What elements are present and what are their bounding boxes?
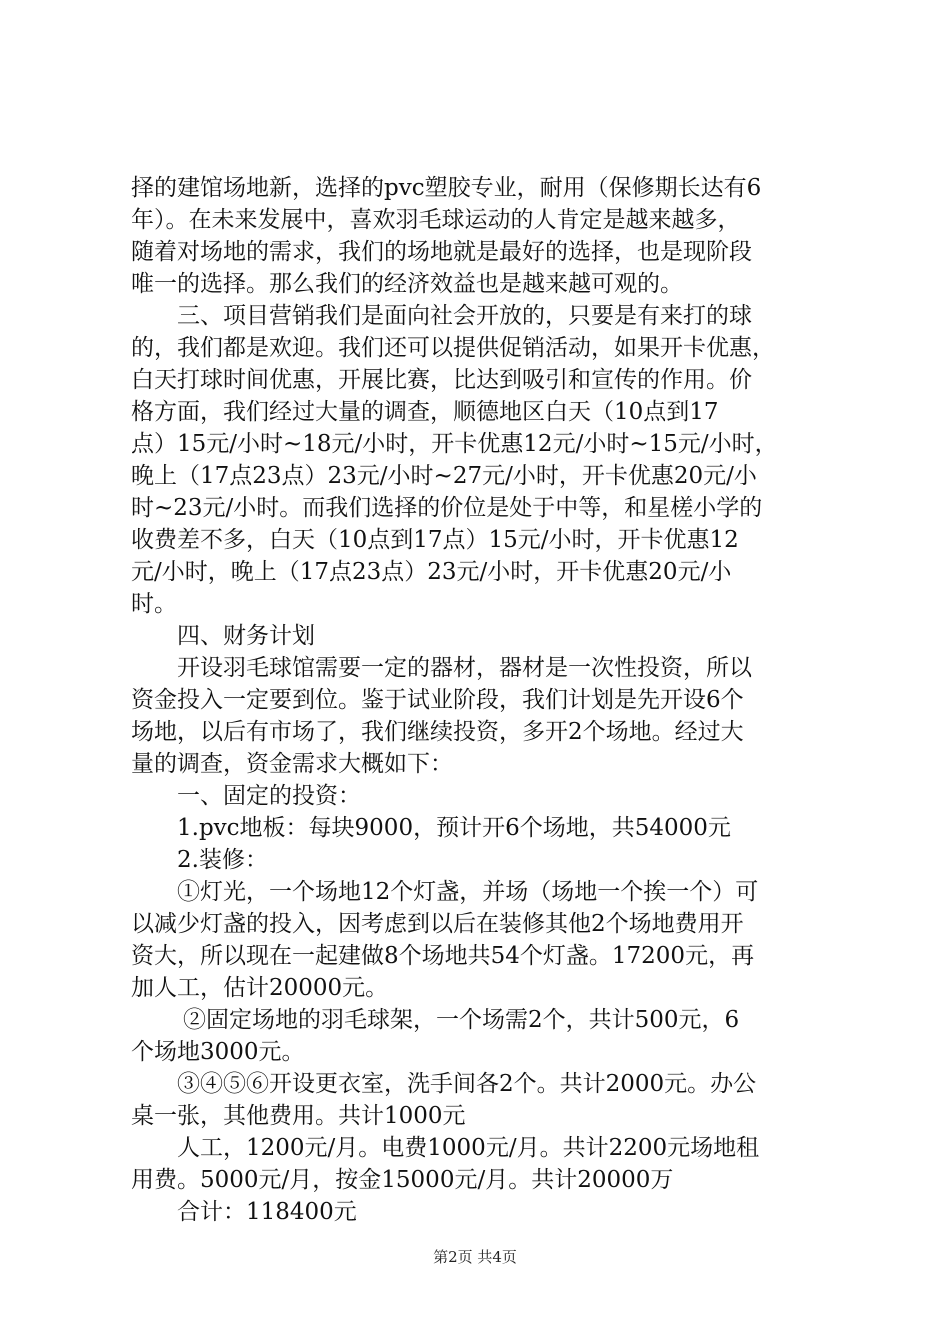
text-line: 2.装修： xyxy=(177,847,268,873)
page-footer: 第2页 共4页 xyxy=(433,1248,517,1266)
text-line: 收费差不多，白天（10点到17点）15元/小时，开卡优惠12 xyxy=(131,527,739,553)
text-line: 场地，以后有市场了，我们继续投资，多开2个场地。经过大 xyxy=(131,719,744,745)
text-line: 白天打球时间优惠，开展比赛，比达到吸引和宣传的作用。价 xyxy=(131,367,752,393)
text-line: 的，我们都是欢迎。我们还可以提供促销活动，如果开卡优惠， xyxy=(131,335,775,361)
text-line: 资金投入一定要到位。鉴于试业阶段，我们计划是先开设6个 xyxy=(131,687,744,713)
text-line: 格方面，我们经过大量的调查，顺德地区白天（10点到17 xyxy=(131,399,719,425)
text-line: 桌一张，其他费用。共计1000元 xyxy=(131,1103,466,1129)
text-line: 晚上（17点23点）23元/小时~27元/小时，开卡优惠20元/小 xyxy=(131,463,757,489)
text-line: 量的调查，资金需求大概如下： xyxy=(131,751,453,777)
body-text xyxy=(131,172,831,1228)
text-line: 人工，1200元/月。电费1000元/月。共计2200元场地租 xyxy=(177,1135,760,1161)
text-line: 资大，所以现在一起建做8个场地共54个灯盏。17200元，再 xyxy=(131,943,755,969)
text-line: 年）。在未来发展中，喜欢羽毛球运动的人肯定是越来越多， xyxy=(131,207,741,233)
text-line: 唯一的选择。那么我们的经济效益也是越来越可观的。 xyxy=(131,271,683,297)
text-line: 以减少灯盏的投入，因考虑到以后在装修其他2个场地费用开 xyxy=(131,911,744,937)
text-line: 个场地3000元。 xyxy=(131,1039,305,1065)
text-line: 时。 xyxy=(131,591,177,617)
text-line: 用费。5000元/月，按金15000元/月。共计20000万 xyxy=(131,1167,674,1193)
text-line: 四、财务计划 xyxy=(177,623,315,649)
text-line: 开设羽毛球馆需要一定的器材，器材是一次性投资，所以 xyxy=(177,655,752,681)
text-line: 择的建馆场地新，选择的pvc塑胶专业，耐用（保修期长达有6 xyxy=(131,175,762,201)
text-line: ③④⑤⑥开设更衣室，洗手间各2个。共计2000元。办公 xyxy=(177,1071,757,1097)
text-line: 三、项目营销我们是面向社会开放的，只要是有来打的球 xyxy=(177,303,752,329)
text-line: 点）15元/小时~18元/小时，开卡优惠12元/小时~15元/小时， xyxy=(131,431,778,457)
text-line: ②固定场地的羽毛球架，一个场需2个，共计500元，6 xyxy=(183,1007,740,1033)
text-line: 合计：118400元 xyxy=(177,1199,357,1225)
text-line: 随着对场地的需求，我们的场地就是最好的选择，也是现阶段 xyxy=(131,239,752,265)
text-line: 1.pvc地板：每块9000，预计开6个场地，共54000元 xyxy=(177,815,731,841)
text-line: 一、固定的投资： xyxy=(177,783,361,809)
text-line: 时~23元/小时。而我们选择的价位是处于中等，和星槎小学的 xyxy=(131,495,763,521)
text-line: ①灯光，一个场地12个灯盏，并场（场地一个挨一个）可 xyxy=(177,879,759,905)
text-line: 元/小时，晚上（17点23点）23元/小时，开卡优惠20元/小 xyxy=(131,559,732,585)
text-line: 加人工，估计20000元。 xyxy=(131,975,389,1001)
